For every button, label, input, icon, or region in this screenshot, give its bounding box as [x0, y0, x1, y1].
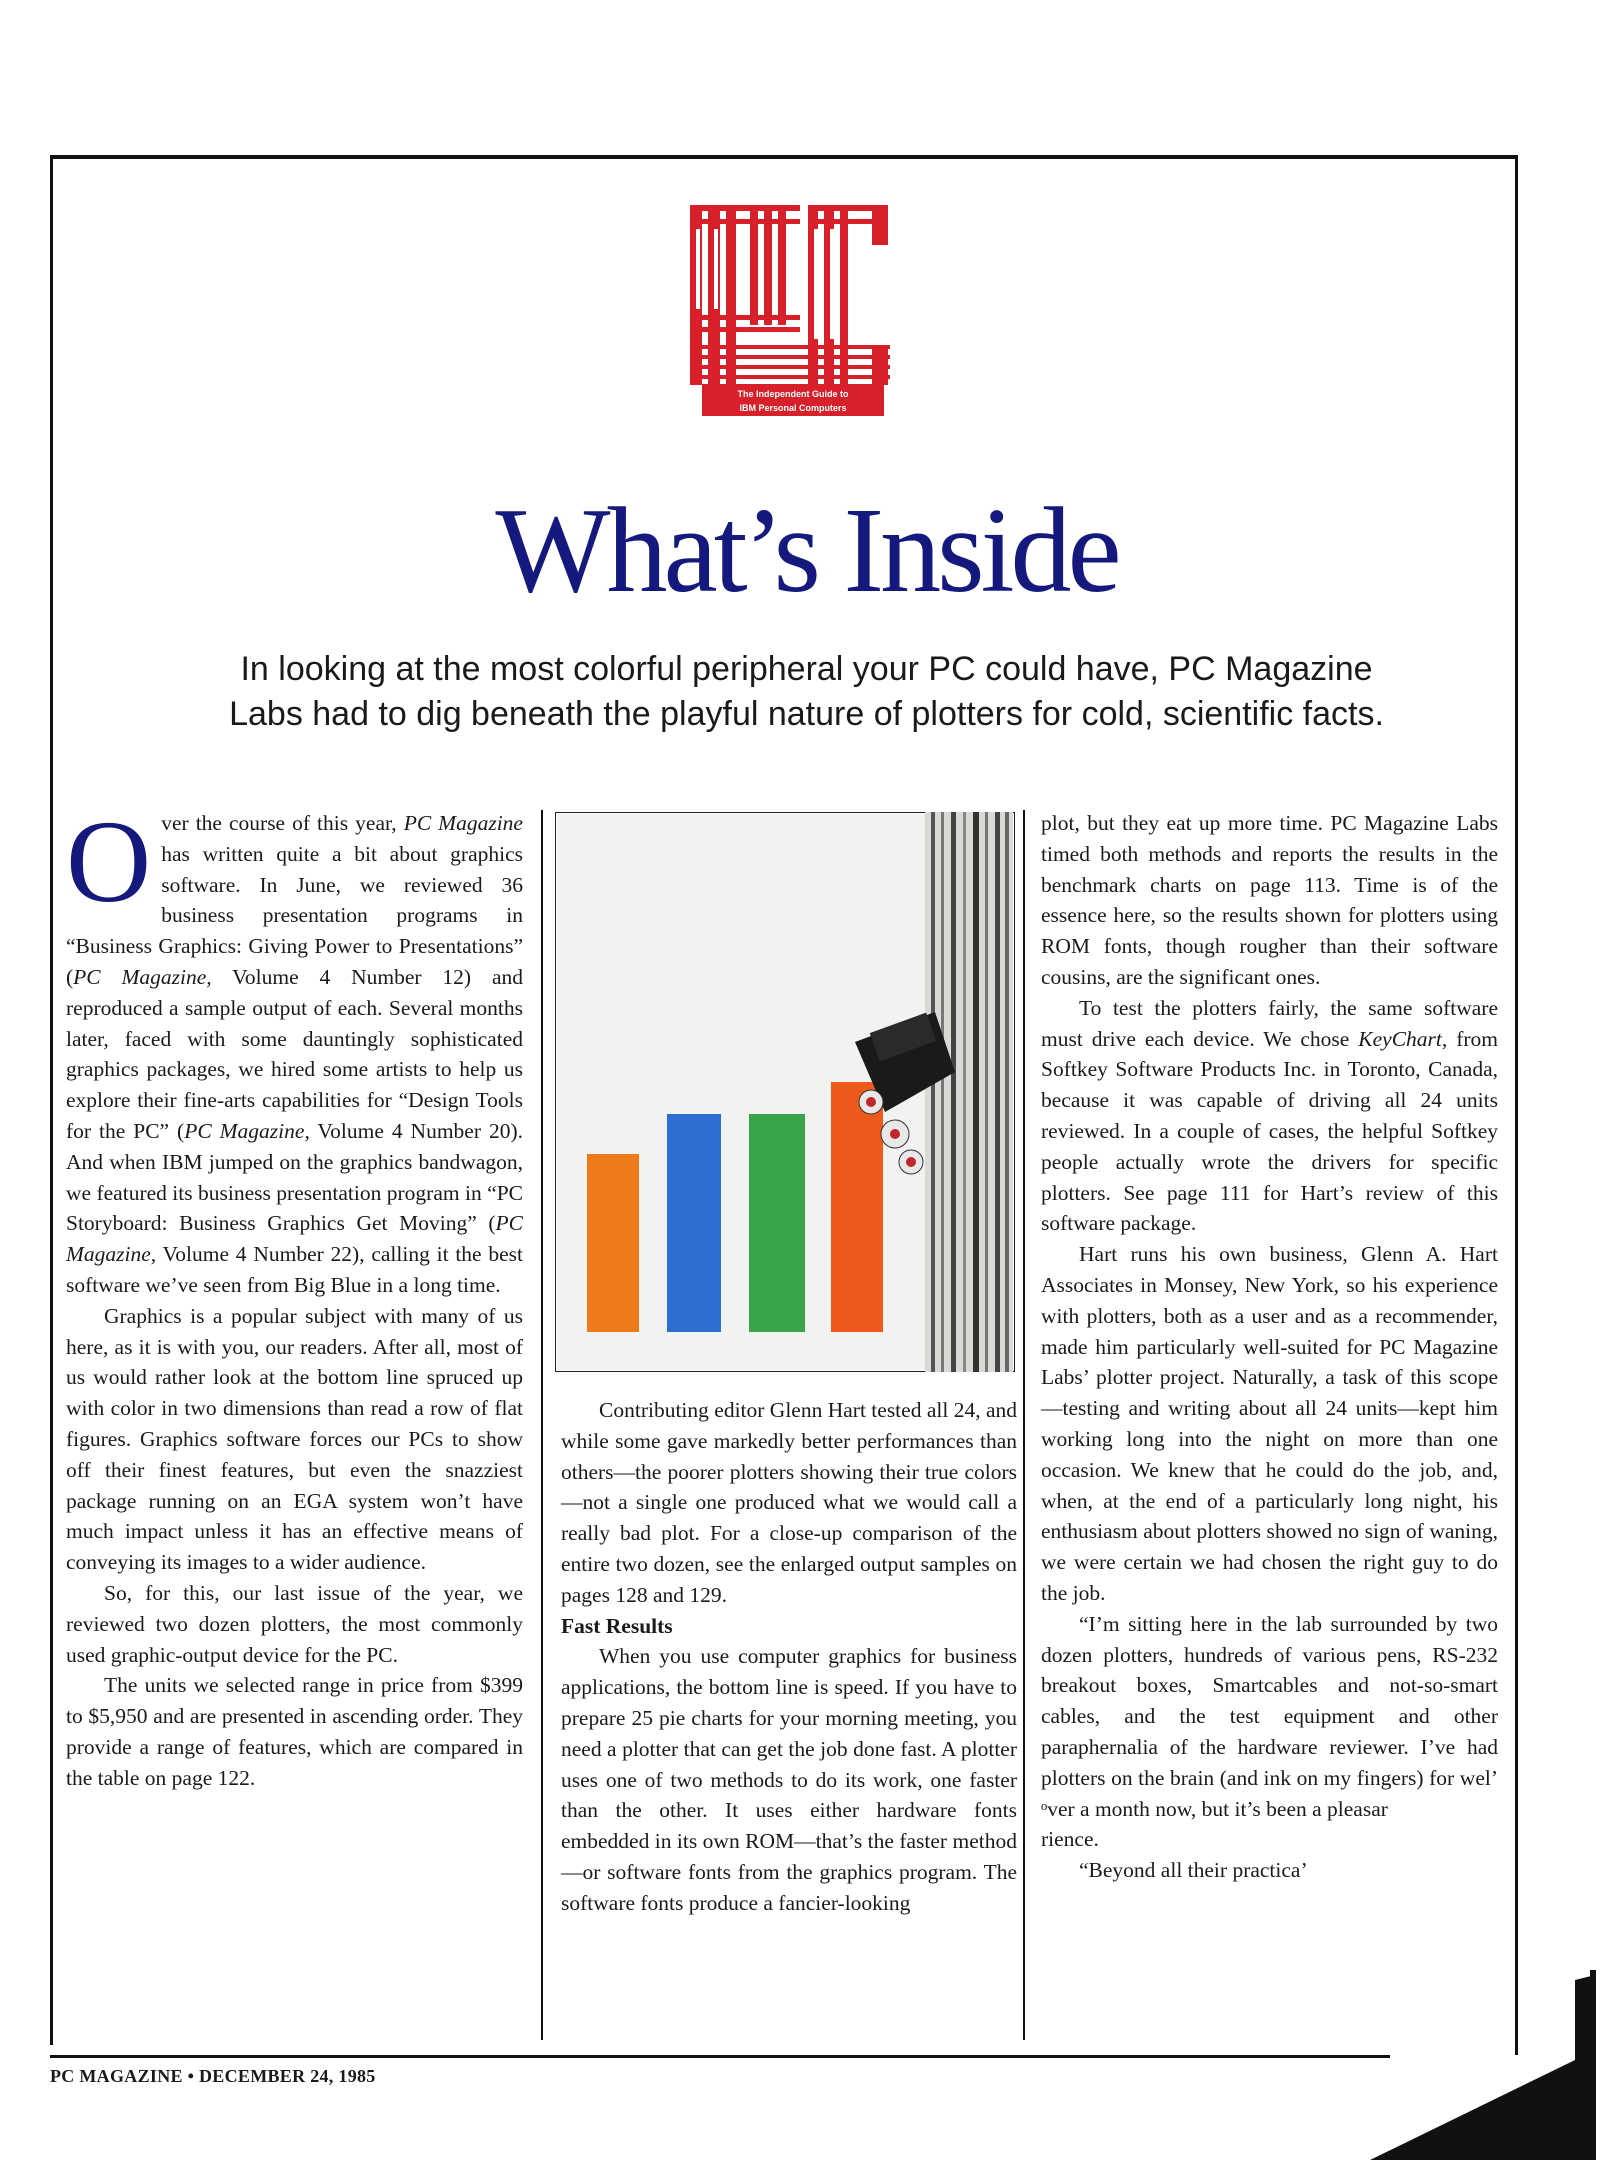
paragraph-2: Graphics is a popular subject with many of us here, as it is with you, our readers. After all, most of us would rather look at the bottom line spruced up with color in two dimensions than read a row of flat figures. Graphics software forces our PCs to show off their finest features, but even the snazziest package running on an EGA system won’t have much impact unless it has an effective means of conveying its images to a wider audience. — [66, 1303, 523, 1575]
frame-top-rule — [50, 155, 1518, 159]
page-title: What’s Inside — [495, 483, 1118, 618]
logo-tagline-line2: IBM Personal Computers — [739, 403, 847, 413]
plotter-photo — [555, 812, 1015, 1372]
logo-tagline — [702, 384, 884, 416]
chart-bar-green — [749, 1114, 805, 1332]
frame-right-rule — [1515, 155, 1518, 2055]
article-column-2 — [561, 1395, 1017, 1919]
paragraph-11: “Beyond all their practicaʼ — [1079, 1858, 1308, 1883]
paragraph-3: So, for this, our last issue of the year, we reviewed two dozen plotters, the most commonly used graphic-output device for the PC. — [66, 1580, 523, 1667]
column-rule-2 — [1023, 810, 1025, 2040]
article-column-1 — [66, 796, 523, 1794]
chart-bar-orange — [587, 1154, 639, 1332]
paragraph-7: plot, but they eat up more time. PC Magazine Labs timed both methods and reports the results in the benchmark charts on page 113. Time is of the essence here, so the results shown for plotters using ROM fonts, though rougher than their software cousins, are the significant ones. — [1041, 811, 1498, 989]
page-corner-shadow — [1350, 1970, 1613, 2160]
paragraph-1: Over the course of this year, PC Magazine has written quite a bit about graphics software. In June, we reviewed 36 business presentation programs in “Business Graphics: Giving Power to Presentations” (PC Magazine, Volume 4 Number 12) and reproduced a sample output of each. Several months later, faced with some dauntingly sophisticated graphics packages, we hired some artists to help us explore their fine-arts capabilities for “Design Tools for the PC” (PC Magazine, Volume 4 Number 20). And when IBM jumped on the graphics bandwagon, we featured its business presentation program in “PC Storyboard: Business Graphics Get Moving” (PC Magazine, Volume 4 Number 22), calling it the best software we’ve seen from Big Blue in a long time. — [66, 796, 523, 1297]
article-column-3 — [1041, 808, 1498, 1886]
page-footer: PC MAGAZINE • DECEMBER 24, 1985 — [50, 2066, 376, 2086]
chart-bar-orange-2 — [831, 1082, 883, 1332]
frame-bottom-rule — [50, 2055, 1390, 2058]
deck-subtitle: In looking at the most colorful peripheral your PC could have, PC Magazine Labs had to dig beneath the playful nature of plotters for cold, scientific facts. — [229, 650, 1384, 733]
chart-bar-blue — [667, 1114, 721, 1332]
logo-letters — [690, 205, 890, 385]
subhead-fast-results: Fast Results — [561, 1613, 673, 1638]
paragraph-8: To test the plotters fairly, the same software must drive each device. We chose KeyChart, from Softkey Software Products Inc. in Toronto, Canada, because it was capable of driving all 24 units reviewed. In a couple of cases, the helpful Softkey people actually wrote the drivers for specific plotters. See page 111 for Hart’s review of this software package. — [1041, 995, 1498, 1236]
column-rule-1 — [541, 810, 543, 2040]
paragraph-10: “I’m sitting here in the lab surrounded by two dozen plotters, hundreds of various pens, RS-232 breakout boxes, Smartcables and not-so-smart cables, and the test equipment and other paraphernalia of the hardware reviewer. I’ve had plotters on the brain (and ink on my fingers) for welʼ ᵒver a month now, but it’s been a pleasar rience. — [1041, 1611, 1498, 1852]
logo-tagline-line1: The Independent Guide to — [737, 389, 849, 399]
paragraph-5: Contributing editor Glenn Hart tested all 24, and while some gave markedly better performances than others—the poorer plotters showing their true colors—not a single one produced what we would call a really bad plot. For a close-up comparison of the entire two dozen, see the enlarged output samples on pages 128 and 129. — [561, 1398, 1017, 1607]
plotter-rail — [925, 812, 1013, 1372]
frame-left-rule — [50, 155, 53, 2045]
drop-cap: O — [66, 796, 152, 927]
paragraph-4: The units we selected range in price from $399 to $5,950 and are presented in ascending order. They provide a range of features, which are compared in the table on page 122. — [66, 1673, 523, 1790]
paragraph-9: Hart runs his own business, Glenn A. Hart Associates in Monsey, New York, so his experience with plotters, both as a user and as a recommender, made him particularly well-suited for PC Magazine Labs’ plotter project. Naturally, a task of this scope—testing and writing about all 24 units—kept him working long into the night on more than one occasion. We knew that he could do the job, and, when, at the end of a particularly long night, his enthusiasm about plotters showed no sign of waning, we were certain we had chosen the right guy to do the job. — [1041, 1242, 1498, 1605]
paragraph-6: When you use computer graphics for business applications, the bottom line is speed. If you have to prepare 25 pie charts for your morning meeting, you need a plotter that can get the job done fast. A plotter uses one of two methods to do its work, one faster than the other. It uses either hardware fonts embedded in its own ROM—that’s the faster method—or software fonts from the graphics program. The software fonts produce a fancier-looking — [561, 1644, 1017, 1915]
